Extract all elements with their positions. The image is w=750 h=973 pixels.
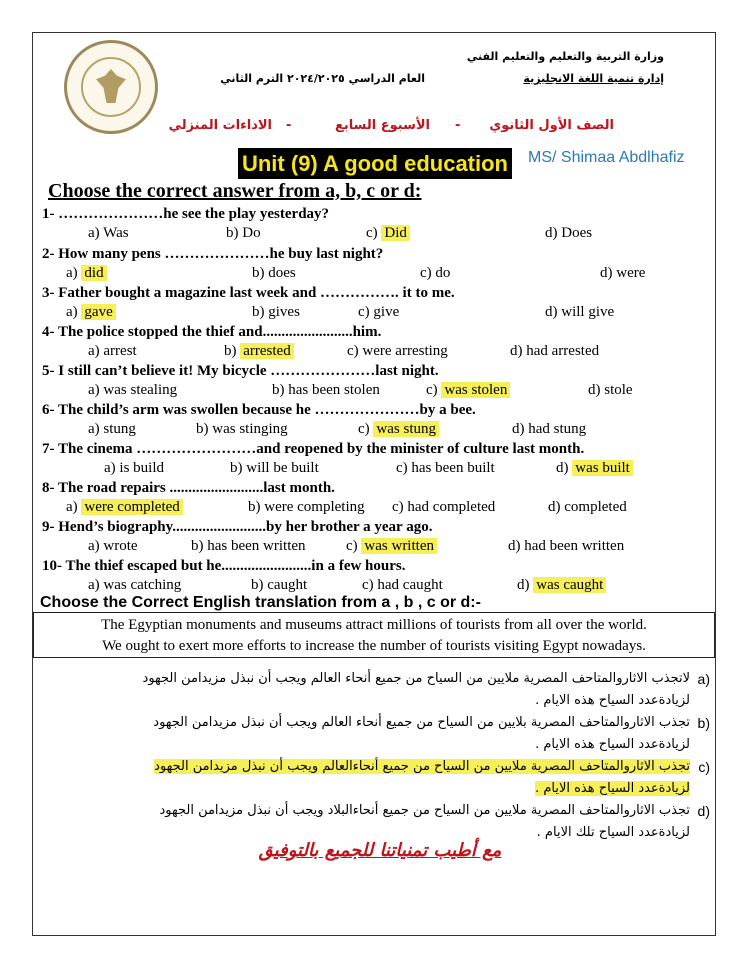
answer-option: c) were arresting [347,343,448,359]
option-letter: d) [697,803,710,819]
translation-line: لزيادةعدد السياح هذه الايام . [535,737,690,752]
question-stem: 2- How many pens …………………he buy last night? [42,246,384,262]
answer-option: b) gives [252,304,300,320]
translation-option [70,800,710,844]
answer-option: c) was written [346,538,437,555]
answer-option: a) is build [104,460,164,476]
answer-option: c) was stolen [426,382,510,399]
closing-message: مع أطيب تمنياتنا للجميع بالتوفيق [258,840,502,861]
translation-line: تجذب الاثاروالمتاحف المصرية ملايين من السياح من جميع أنحاءالعالم ويجب أن نبذل مزيدامن الجهود [154,759,690,774]
translation-line: لزيادةعدد السياح تلك الايام . [536,825,690,840]
question-stem: 8- The road repairs .........................last month. [42,480,335,496]
answer-option: d) stole [588,382,633,398]
question-stem: 1- …………………he see the play yesterday? [42,206,330,222]
question-stem: 10- The thief escaped but he........................in a few hours. [42,558,406,574]
answer-option: d) completed [548,499,627,515]
answer-option: b) caught [251,577,308,593]
answer-option: c) do [420,265,451,281]
option-letter: c) [698,759,710,775]
highlighted-answer: was stung [373,421,439,437]
question-stem: 7- The cinema ……………………and reopened by the minister of culture last month. [42,441,585,457]
section1-title: Choose the correct answer from a, b, c or d: [48,180,422,202]
answer-option: d) Does [545,225,593,241]
question-stem: 3- Father bought a magazine last week and ……………. it to me. [42,285,455,301]
answer-option: a) wrote [88,538,138,554]
answer-option: b) has been written [191,538,306,554]
answer-option: a) arrest [88,343,137,359]
question-stem: 9- Hend’s biography.........................by her brother a year ago. [42,519,433,535]
question-stem: 5- I still can’t believe it! My bicycle …………………last night. [42,363,439,379]
department-name: إدارة تنمية اللغة الانجليزية [523,72,664,85]
translation-option [70,668,710,712]
answer-option: d) had stung [512,421,587,437]
highlighted-answer: arrested [240,343,293,359]
passage-line: We ought to exert more efforts to increase the number of tourists visiting Egypt nowadays. [102,638,646,654]
answer-option: a) was stealing [88,382,178,398]
answer-option: a) gave [66,304,116,321]
answer-option: c) had completed [392,499,496,515]
answer-option: b) does [252,265,296,281]
answer-option: a) did [66,265,107,282]
question-stem: 4- The police stopped the thief and........................him. [42,324,382,340]
highlighted-answer: were completed [81,499,182,515]
translation-option [70,712,710,756]
option-letter: b) [697,715,710,731]
translation-line: لزيادةعدد السياح هذه الايام . [535,781,690,796]
answer-option: c) was stung [358,421,439,438]
question-stem: 6- The child’s arm was swollen because he …………………by a bee. [42,402,476,418]
option-letter: a) [697,671,710,687]
translation-line: لاتجذب الاثاروالمتاحف المصرية ملايين من السياح من جميع أنحاء العالم ويجب أن نبذل مزيدامن الجهود [142,671,690,686]
highlighted-answer: Did [381,225,410,241]
answer-option: a) was catching [88,577,182,593]
grade-label: الصف الأول الثانوي [489,118,614,133]
highlighted-answer: gave [81,304,115,320]
answer-option: a) Was [88,225,129,241]
section2-title: Choose the Correct English translation from a , b , c or d:- [40,594,481,611]
ministry-name: وزارة التربية والتعليم والتعليم الفني [466,50,664,63]
answer-option: d) were [600,265,646,281]
assignment-label: الاداءات المنزلي [168,118,272,133]
translation-line: لزيادةعدد السياح هذه الايام . [535,693,690,708]
highlighted-answer: was written [361,538,437,554]
school-year: العام الدراسي ٢٠٢٤/٢٠٢٥ الترم الثاني [220,72,425,85]
translation-option [70,756,710,800]
teacher-name: MS/ Shimaa Abdlhafiz [528,149,685,166]
answer-option: b) Do [226,225,261,241]
ministry-logo [64,40,158,134]
answer-option: d) was caught [517,577,606,594]
answer-option: c) had caught [362,577,443,593]
unit-title: Unit (9) A good education [238,148,512,179]
translation-line: تجذب الاثاروالمتاحف المصرية ملايين من السياح من جميع أنحاءالبلاد ويجب أن نبذل مزيدامن الجهود [159,803,690,818]
answer-option: a) stung [88,421,136,437]
translation-line: تجذب الاثاروالمتاحف المصرية بلايين من السياح من جميع أنحاء العالم ويجب أن نبذل مزيدامن الجهود [153,715,690,730]
highlighted-answer: was caught [533,577,606,593]
answer-option: c) give [358,304,400,320]
answer-option: b) arrested [224,343,294,360]
answer-option: d) will give [545,304,615,320]
answer-option: b) was stinging [196,421,288,437]
answer-option: b) will be built [230,460,319,476]
answer-option: c) has been built [396,460,495,476]
passage-box [33,612,715,658]
answer-option: d) had been written [508,538,625,554]
answer-option: a) were completed [66,499,183,516]
answer-option: d) was built [556,460,633,477]
highlighted-answer: was stolen [441,382,510,398]
answer-option: d) had arrested [510,343,600,359]
passage-line: The Egyptian monuments and museums attract millions of tourists from all over the world. [101,617,647,633]
answer-option: b) were completing [248,499,365,515]
highlighted-answer: did [81,265,106,281]
answer-option: c) Did [366,225,410,242]
answer-option: b) has been stolen [272,382,380,398]
header-dash: - [286,118,292,133]
highlighted-answer: was built [572,460,633,476]
header-dash: - [455,118,461,133]
week-label: الأسبوع السابع [335,118,430,133]
